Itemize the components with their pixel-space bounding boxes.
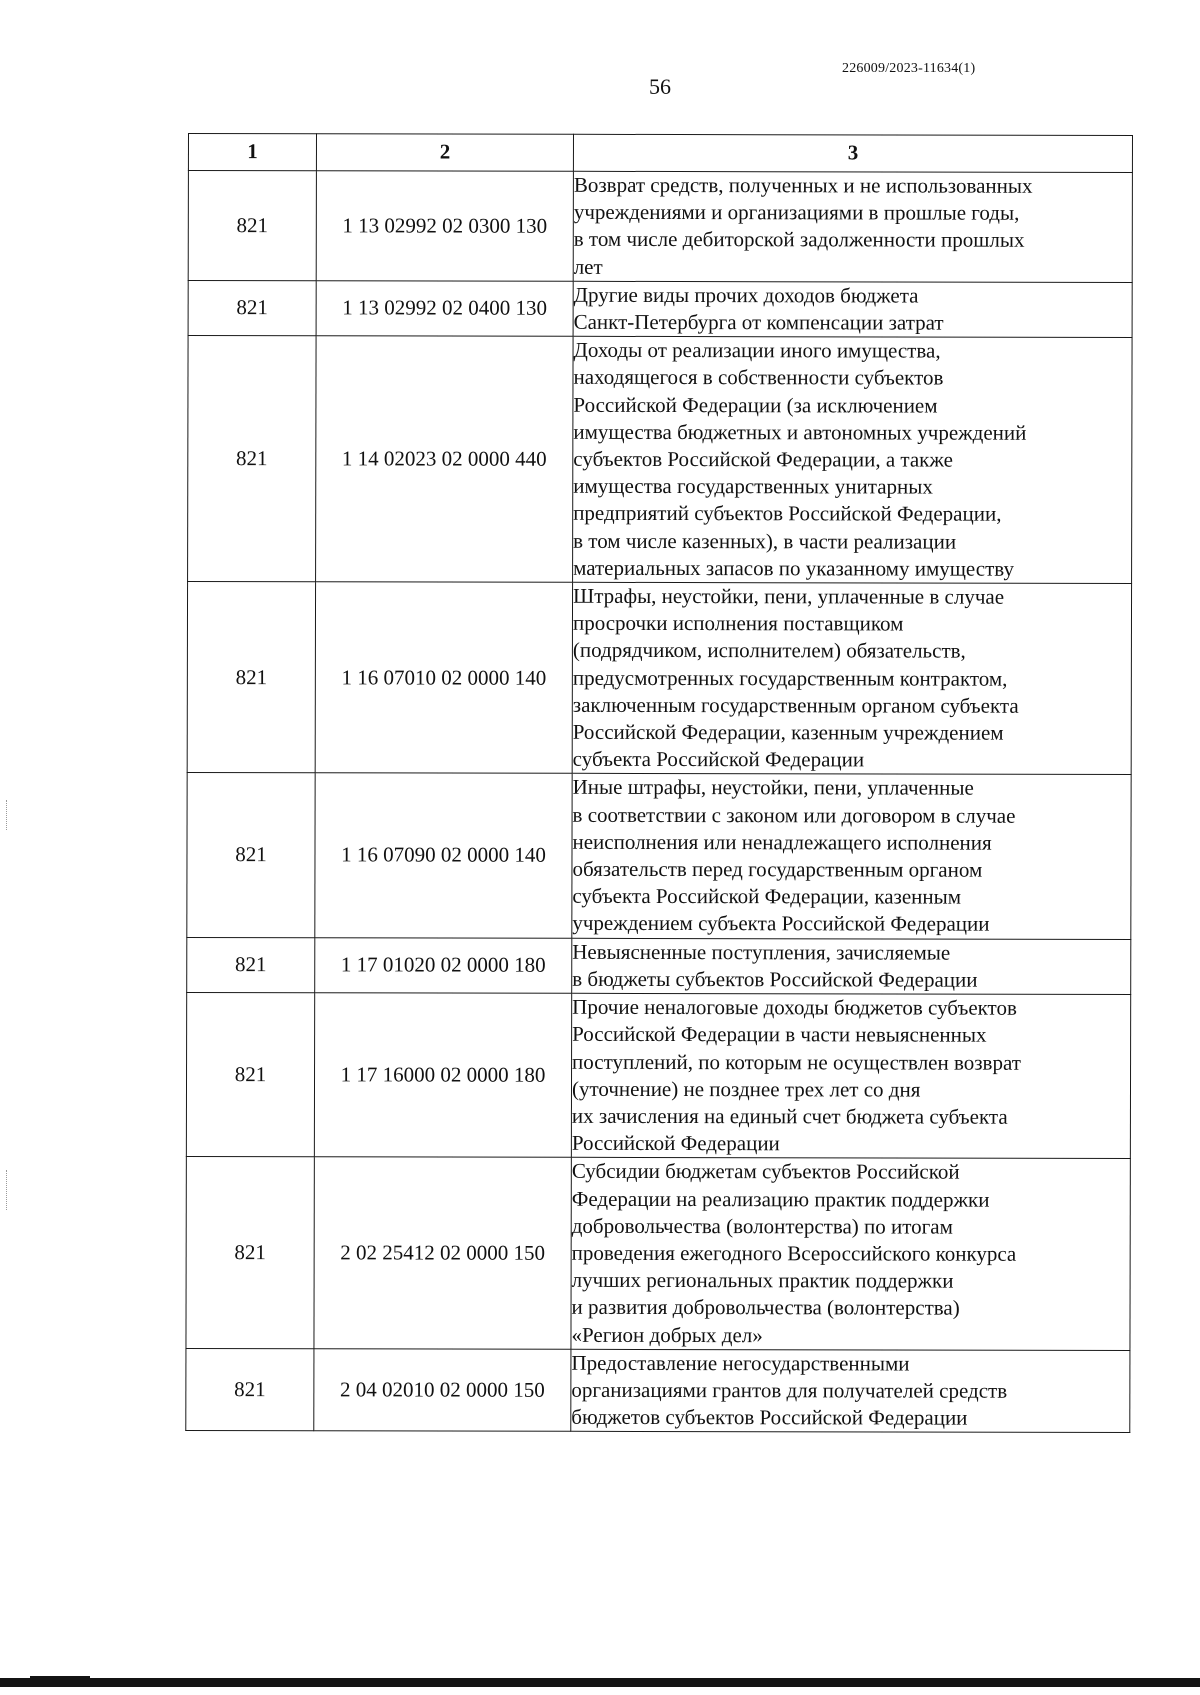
description-line: просрочки исполнения поставщиком [572, 611, 904, 636]
table-row [187, 582, 1131, 775]
description-line: проведения ежегодного Всероссийского конкурса [571, 1240, 1017, 1266]
budget-classification-code-cell: 1 13 02992 02 0300 130 [316, 171, 573, 281]
description-line: Иные штрафы, неустойки, пени, уплаченные [572, 775, 974, 801]
description-line: предприятий субъектов Российской Федерации, [573, 501, 1002, 527]
description-line: Субсидии бюджетам субъектов Российской [571, 1159, 960, 1184]
column-header-admin-code: 1 [188, 134, 316, 171]
page-number: 56 [649, 74, 671, 99]
admin-code-cell: 821 [186, 1157, 314, 1349]
revenue-description-cell [572, 582, 1131, 775]
revenue-description-cell [571, 993, 1130, 1158]
budget-classification-code-cell: 1 13 02992 02 0400 130 [316, 281, 573, 337]
description-line: Российской Федерации [571, 1130, 780, 1156]
description-line: (подрядчиком, исполнителем) обязательств, [572, 638, 966, 664]
description-line: лучших региональных практик поддержки [571, 1267, 954, 1293]
table-row [187, 773, 1131, 939]
budget-classification-code-cell: 2 02 25412 02 0000 150 [314, 1157, 571, 1349]
admin-code-cell: 821 [188, 280, 316, 336]
description-line: их зачисления на единый счет бюджета субъекта [571, 1103, 1008, 1129]
revenue-description-cell [572, 938, 1131, 995]
description-line: Российской Федерации (за исключением [573, 392, 938, 418]
budget-classification-code-cell: 1 16 07010 02 0000 140 [315, 582, 572, 774]
revenue-description-cell [571, 1349, 1130, 1433]
description-line: Федерации на реализацию практик поддержки [571, 1186, 990, 1212]
description-line: находящегося в собственности субъектов [573, 365, 944, 391]
description-line: поступлений, по которым не осуществлен возврат [572, 1049, 1021, 1075]
description-line: организациями грантов для получателей средств [571, 1377, 1008, 1403]
admin-code-cell: 821 [188, 171, 316, 281]
admin-code-cell: 821 [186, 993, 314, 1157]
description-line: (уточнение) не позднее трех лет со дня [571, 1076, 921, 1102]
column-header-description: 3 [573, 134, 1132, 172]
description-line: обязательств перед государственным органом [572, 856, 983, 882]
description-line: Российской Федерации, казенным учреждением [572, 719, 1004, 745]
description-line: бюджетов субъектов Российской Федерации [571, 1404, 968, 1430]
revenue-description-cell [572, 774, 1131, 939]
description-line: субъектов Российской Федерации, а также [573, 446, 953, 472]
revenue-description-cell [573, 281, 1132, 338]
description-line: в том числе казенных), в части реализации [573, 528, 957, 554]
column-header-budget-code: 2 [316, 134, 573, 172]
description-line: материальных запасов по указанному имуществу [573, 555, 1014, 581]
description-line: учреждением субъекта Российской Федерации [572, 911, 990, 937]
description-line: имущества бюджетных и автономных учреждений [573, 419, 1027, 445]
budget-classification-code-cell: 1 17 16000 02 0000 180 [314, 993, 571, 1158]
budget-classification-code-cell: 1 17 01020 02 0000 180 [315, 937, 572, 993]
description-line: Доходы от реализации иного имущества, [573, 338, 941, 363]
description-line: и развития добровольчества (волонтерства) [571, 1295, 960, 1320]
table-row [188, 336, 1133, 584]
budget-classification-code-cell: 1 16 07090 02 0000 140 [315, 773, 572, 938]
description-line: Прочие неналоговые доходы бюджетов субъектов [572, 994, 1017, 1020]
admin-code-cell: 821 [187, 773, 315, 937]
description-line: Возврат средств, полученных и не использованных [573, 172, 1033, 198]
admin-code-cell: 821 [187, 582, 315, 774]
description-line: заключенным государственным органом субъекта [572, 692, 1019, 718]
admin-code-cell: 821 [187, 937, 315, 993]
budget-classification-code-cell: 2 04 02010 02 0000 150 [314, 1349, 571, 1432]
description-line: Другие виды прочих доходов бюджета [573, 282, 919, 308]
table-row [186, 1157, 1130, 1350]
admin-code-cell: 821 [188, 336, 317, 582]
description-line: «Регион добрых дел» [571, 1322, 763, 1347]
description-line: Штрафы, неустойки, пени, уплаченные в случае [573, 583, 1005, 609]
scan-edge-mark [6, 1170, 10, 1210]
table-row [188, 171, 1132, 283]
table-row [186, 1348, 1130, 1433]
revenue-description-cell [571, 1158, 1130, 1351]
description-line: субъекта Российской Федерации [572, 747, 865, 772]
description-line: имущества государственных унитарных [573, 474, 933, 499]
description-line: в соответствии с законом или договором в случае [572, 802, 1016, 828]
description-line: добровольчества (волонтерства) по итогам [571, 1213, 953, 1239]
table-row [186, 993, 1130, 1159]
scan-bottom-bar [0, 1678, 1200, 1687]
description-line: в том числе дебиторской задолженности прошлых [573, 227, 1025, 253]
description-line: в бюджеты субъектов Российской Федерации [572, 966, 978, 992]
description-line: субъекта Российской Федерации, казенным [572, 884, 962, 909]
description-line: неисполнения или ненадлежащего исполнения [572, 829, 992, 855]
description-line: Российской Федерации в части невыясненных [572, 1022, 987, 1047]
description-line: учреждениями и организациями в прошлые годы, [573, 200, 1020, 225]
revenue-description-cell [573, 171, 1132, 282]
description-line: лет [573, 254, 603, 279]
document-registration-number: 226009/2023-11634(1) [842, 61, 976, 76]
table-header-row [188, 134, 1132, 173]
admin-code-cell: 821 [186, 1348, 314, 1431]
description-line: Санкт-Петербурга от компенсации затрат [573, 309, 944, 335]
budget-classification-code-cell: 1 14 02023 02 0000 440 [316, 336, 574, 582]
revenue-codes-table-wrapper [185, 133, 1132, 1433]
description-line: предусмотренных государственным контрактом, [572, 665, 1008, 691]
table-body [186, 171, 1133, 1433]
description-line: Предоставление негосударственными [571, 1350, 910, 1376]
table-row [188, 280, 1132, 337]
description-line: Невыясненные поступления, зачисляемые [572, 939, 951, 965]
revenue-codes-table [185, 133, 1133, 1433]
revenue-description-cell [573, 337, 1133, 584]
table-row [187, 937, 1131, 994]
scan-edge-mark [6, 800, 10, 830]
